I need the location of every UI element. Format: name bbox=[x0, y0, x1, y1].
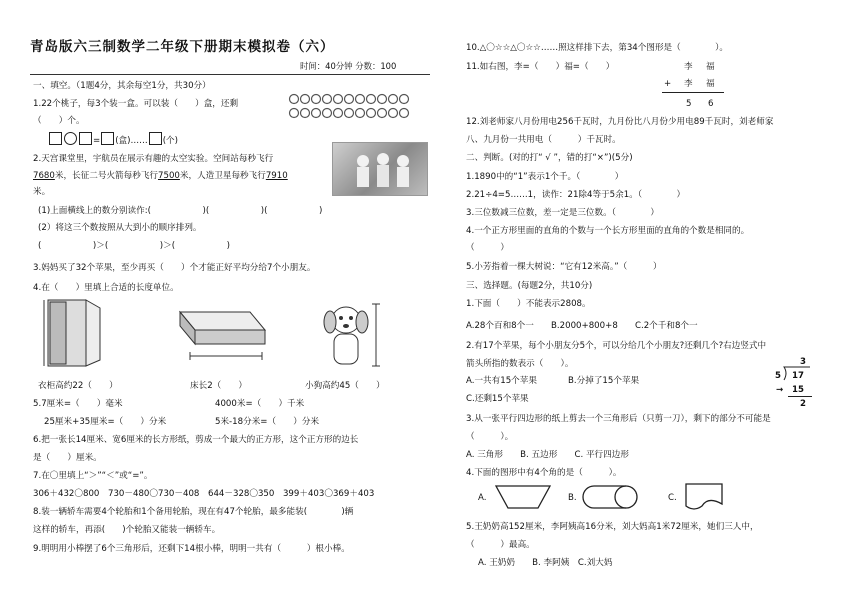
choice-4: 4.下面的图形中有4个角的是（ ）。 bbox=[466, 468, 622, 478]
q8-text-2: 这样的轿车，再添( )个轮胎又能装一辆轿车。 bbox=[33, 525, 221, 535]
unit-piece-label: (个) bbox=[162, 136, 179, 146]
q1-text-2: （ ）个。 bbox=[33, 116, 85, 126]
q2-text-3: 米。 bbox=[33, 187, 51, 197]
answer-box[interactable] bbox=[49, 132, 62, 145]
remainder: 2 bbox=[800, 399, 806, 409]
unit-box-label: (盒)…… bbox=[115, 136, 148, 146]
number-7500: 7500 bbox=[158, 171, 180, 181]
dog-illustration bbox=[314, 300, 384, 374]
judge-2: 2.21÷4=5……1，读作：21除4等于5余1。（ ） bbox=[466, 190, 686, 200]
addend-digit: 李 bbox=[684, 79, 693, 89]
q5c: 25厘米+35厘米=（ ）分米 bbox=[44, 417, 167, 427]
q5d: 5米-18分米=（ ）分米 bbox=[215, 417, 320, 427]
judge-4: 4.一个正方形里面的直角的个数与一个长方形里面的直角的个数是相同的。 bbox=[466, 226, 750, 236]
judge-3: 3.三位数减三位数，差一定是三位数。（ ） bbox=[466, 208, 659, 218]
q7-comparisons: 306＋432〇800 730－480〇730－408 644－328〇350 399＋403〇369＋403 bbox=[33, 489, 375, 499]
answer-box[interactable] bbox=[79, 132, 92, 145]
choice-3-blank: （ ）。 bbox=[466, 432, 514, 442]
choice-5: 5.王奶奶高152厘米，李阿姨高16分米，刘大妈高1米72厘米，她们三人中， bbox=[466, 522, 759, 532]
q5b: 4000米=（ ）千米 bbox=[215, 399, 305, 409]
q2-fragment: 米，人造卫星每秒飞行 bbox=[179, 171, 266, 181]
arrow-icon: → bbox=[776, 385, 784, 395]
choice-2-option-a: A.一共有15个苹果 bbox=[466, 376, 537, 386]
division-line bbox=[788, 396, 812, 397]
q1-equation bbox=[48, 132, 178, 147]
choice-1-options: A.28个百和8个一 B.2000+800+8 C.2个千和8个一 bbox=[466, 321, 698, 331]
curved-edge-shape bbox=[684, 482, 726, 512]
choice-4-label-a: A. bbox=[478, 493, 487, 503]
q9-text: 9.明明用小棒摆了6个三角形后，还剩下14根小棒，明明一共有（ ）根小棒。 bbox=[33, 544, 350, 554]
q7-text: 7.在〇里填上“＞”“＜”或“=”。 bbox=[33, 471, 153, 481]
choice-2-option-c: C.还剩15个苹果 bbox=[466, 394, 529, 404]
q1-text: 1.22个桃子，每3个装一盒。可以装（ ）盒，还剩 bbox=[33, 99, 239, 109]
q4-text: 4.在（ ）里填上合适的长度单位。 bbox=[33, 283, 179, 293]
divisor: 5 bbox=[775, 371, 781, 381]
addend-digit: 福 bbox=[706, 79, 715, 89]
partial-product: 15 bbox=[792, 385, 804, 395]
page-title: 青岛版六三制数学二年级下册期末模拟卷（六） bbox=[30, 39, 335, 55]
q4-wardrobe-label: 衣柜高约22（ ） bbox=[38, 381, 118, 391]
number-7910: 7910 bbox=[265, 171, 288, 181]
section-3-heading: 三、选择题。(每题2分，共10分) bbox=[466, 281, 593, 291]
q12-text: 12.刘老师家八月份用电256千瓦时，九月份比八月份少用电89千瓦时，刘老师家 bbox=[466, 117, 774, 127]
q2-sub3: ( )＞( )＞( ) bbox=[38, 241, 230, 251]
wardrobe-illustration bbox=[40, 298, 102, 372]
q2-sub1: (1)上面横线上的数分别读作:( )( )( ) bbox=[38, 206, 323, 216]
q4-dog-label: 小狗高约45（ ） bbox=[305, 381, 385, 391]
choice-1: 1.下面（ ）不能表示2808。 bbox=[466, 299, 591, 309]
q4-bed-label: 床长2（ ） bbox=[190, 381, 248, 391]
judge-5: 5.小芳指着一棵大树说：“它有12米高。”（ ） bbox=[466, 262, 662, 272]
peaches-illustration bbox=[288, 92, 428, 122]
judge-1: 1.1890中的“1”表示1个千。（ ） bbox=[466, 172, 624, 182]
q2-text-2 bbox=[33, 170, 288, 182]
q6-text-2: 是（ ）厘米。 bbox=[33, 453, 102, 463]
q11-text: 11.如右图，李=（ ）福=（ ） bbox=[466, 62, 615, 72]
q2-fragment: 米，长征二号火箭每秒飞行 bbox=[54, 171, 159, 181]
astronaut-photo bbox=[332, 142, 428, 196]
section-1-heading: 一、填空。（1题4分，其余每空1分，共30分） bbox=[33, 81, 211, 91]
q3-text: 3.妈妈买了32个苹果，至少再买（ ）个才能正好平均分给7个小朋友。 bbox=[33, 263, 316, 273]
choice-2: 2.有17个苹果，每个小朋友分5个，可以分给几个小朋友?还剩几个?右边竖式中 bbox=[466, 341, 767, 351]
choice-3-options: A. 三角形 B. 五边形 C. 平行四边形 bbox=[466, 450, 629, 460]
section-2-heading: 二、判断。(对的打“ √ ”，错的打“×”)(5分) bbox=[466, 153, 633, 163]
choice-4-label-b: B. bbox=[568, 493, 577, 503]
q12-text-2: 八、九月份一共用电（ ）千瓦时。 bbox=[466, 135, 621, 145]
title-divider bbox=[30, 74, 430, 75]
sum-digit: 5 bbox=[686, 99, 692, 109]
answer-box[interactable] bbox=[101, 132, 114, 145]
bed-illustration bbox=[170, 300, 270, 370]
addend-digit: 李 bbox=[684, 62, 693, 72]
dividend: 17 bbox=[792, 371, 804, 381]
rounded-shape bbox=[582, 484, 638, 510]
choice-5-blank: （ ）最高。 bbox=[466, 540, 535, 550]
answer-box[interactable] bbox=[149, 132, 162, 145]
choice-2-text-2: 箭头所指的数表示（ ）。 bbox=[466, 359, 574, 369]
q5a: 5.7厘米=（ ）毫米 bbox=[33, 399, 123, 409]
choice-2-option-b: B.分掉了15个苹果 bbox=[568, 376, 640, 386]
q8-text: 8.装一辆轿车需要4个轮胎和1个备用轮胎，现在有47个轮胎，最多能装( )辆 bbox=[33, 507, 354, 517]
choice-4-label-c: C. bbox=[668, 493, 677, 503]
addend-digit: 福 bbox=[706, 62, 715, 72]
sum-line bbox=[662, 92, 724, 93]
choice-5-options: A. 王奶奶 B. 李阿姨 C.刘大妈 bbox=[478, 558, 613, 568]
q10-text: 10.△〇☆☆△〇☆☆……照这样排下去，第34个图形是（ ）。 bbox=[466, 43, 728, 53]
equals-sign: = bbox=[93, 136, 101, 146]
exam-meta: 时间：40分钟 分数：100 bbox=[300, 61, 397, 71]
answer-circle[interactable] bbox=[64, 132, 77, 145]
q2-sub2: (2）将这三个数按照从大到小的顺序排列。 bbox=[38, 223, 202, 233]
quotient: 3 bbox=[800, 357, 806, 367]
sum-digit: 6 bbox=[708, 99, 714, 109]
q2-text: 2.天宫课堂里，宇航员在展示有趣的太空实验。空间站每秒飞行 bbox=[33, 154, 274, 164]
judge-4-blank: （ ） bbox=[466, 243, 509, 253]
trapezoid-shape bbox=[494, 484, 552, 510]
q6-text: 6.把一张长14厘米、宽6厘米的长方形纸，剪成一个最大的正方形，这个正方形的边长 bbox=[33, 435, 359, 445]
plus-sign: + bbox=[664, 79, 672, 89]
choice-3: 3.从一张平行四边形的纸上剪去一个三角形后（只剪一刀），剩下的部分不可能是 bbox=[466, 414, 771, 424]
number-7680: 7680 bbox=[33, 171, 55, 181]
